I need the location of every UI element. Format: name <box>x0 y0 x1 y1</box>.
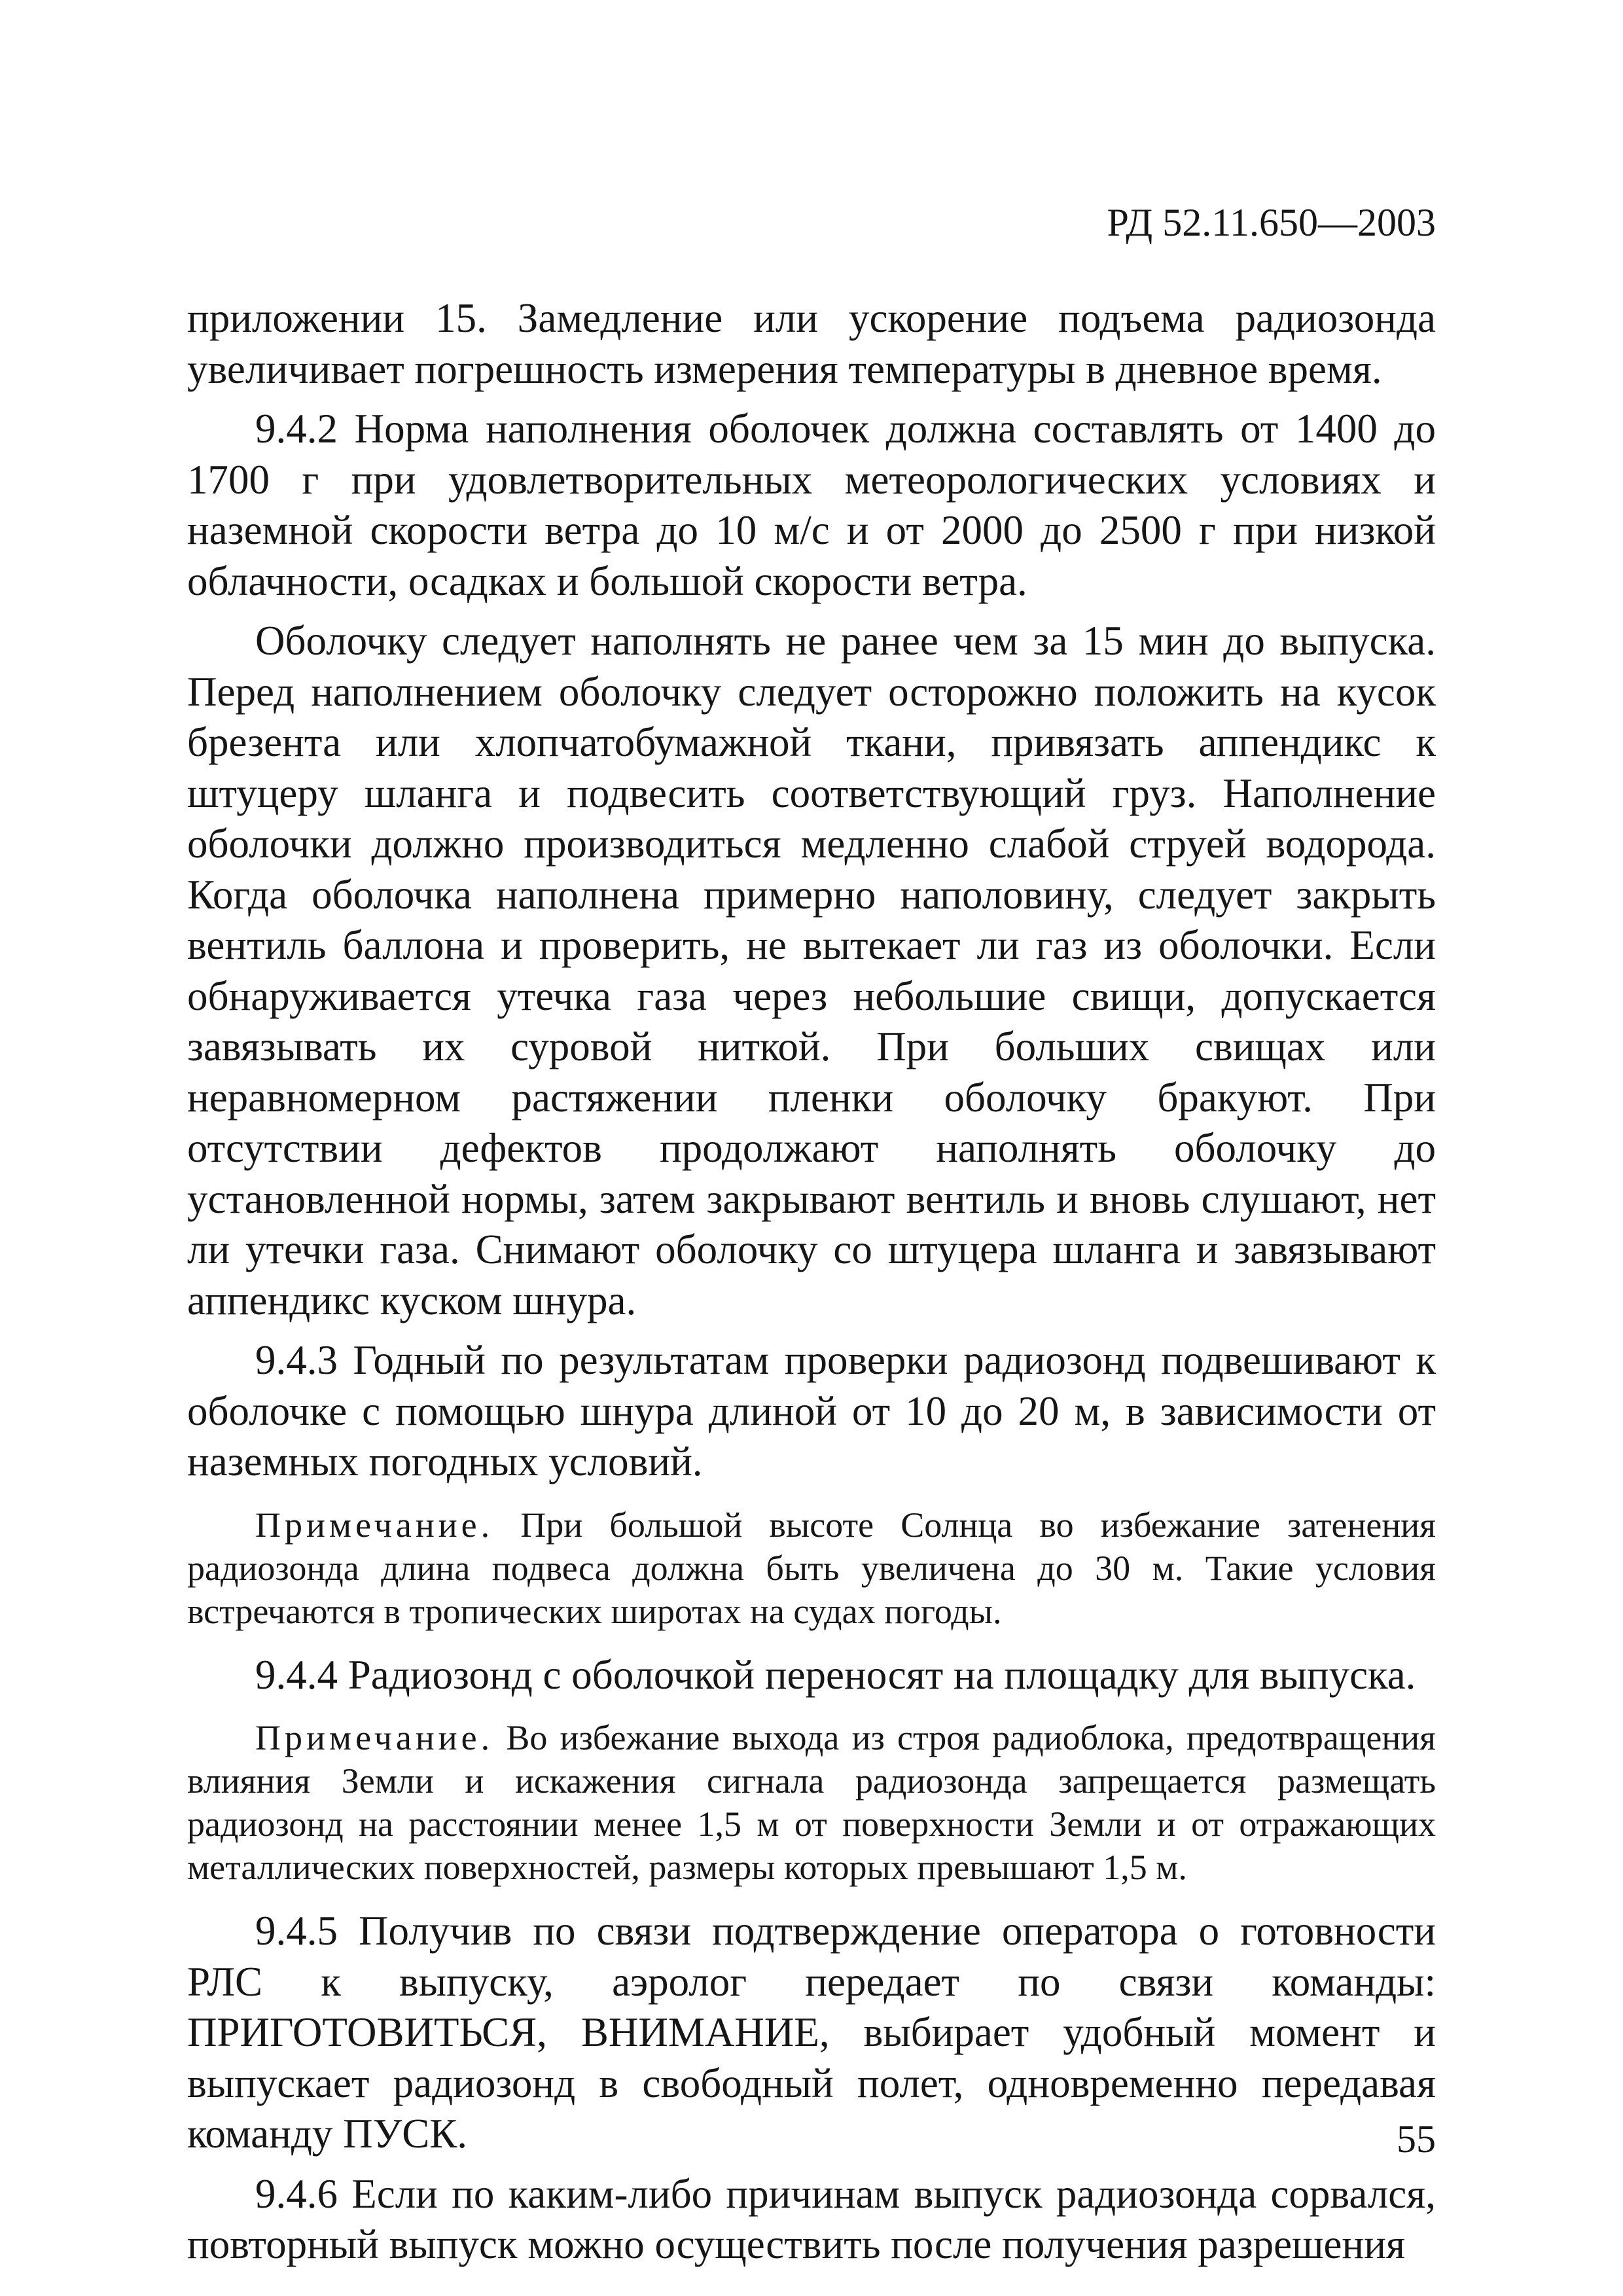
paragraph-9-4-4: 9.4.4 Радиозонд с оболочкой переносят на площадку для выпуска. <box>255 1651 1416 1698</box>
note-suspension-length <box>187 1503 1436 1633</box>
paragraph-9-4-6: 9.4.6 Если по каким-либо причинам выпуск радиозонда сорвался, повторный выпуск можно осуществить после получения разрешения <box>187 2170 1436 2267</box>
note-label: Примечание. <box>255 1718 494 1757</box>
document-code: РД 52.11.650—2003 <box>1107 201 1436 244</box>
paragraph-9-4-2: 9.4.2 Норма наполнения оболочек должна составлять от 1400 до 1700 г при удовлетворительных метеорологических условиях и наземной скорости ветра до 10 м/с и от 2000 до 2500 г при низкой облачности, осадках и большой скорости ветра. <box>187 406 1436 604</box>
note-text: При большой высоте Солнца во избежание затенения радиозонда длина подвеса должна быть увеличена до 30 м. Такие условия встречаются в тропических широтах на судах погоды. <box>187 1505 1436 1631</box>
body-text <box>187 293 1436 2280</box>
paragraph-9-4-5: 9.4.5 Получив по связи подтверждение оператора о готовности РЛС к выпуску, аэролог передает по связи команды: ПРИГОТОВИТЬСЯ, ВНИМАНИЕ, выбирает удобный момент и выпускает радиозонд в свободный полет, одновременно передавая команду ПУСК. <box>187 1908 1436 2157</box>
page-number: 55 <box>1397 2117 1436 2161</box>
note-label: Примечание. <box>255 1505 494 1545</box>
paragraph-continued: приложении 15. Замедление или ускорение подъема радиозонда увеличивает погрешность измерения температуры в дневное время. <box>187 295 1436 392</box>
paragraph-balloon-filling: Оболочку следует наполнять не ранее чем за 15 мин до выпуска. Перед наполнением оболочку следует осторожно положить на кусок брезента или хлопчатобумажной ткани, привязать аппендикс к штуцеру шланга и подвесить соответствующий груз. Наполнение оболочки должно производиться медленно слабой струей водорода. Когда оболочка наполнена примерно наполовину, следует закрыть вентиль баллона и проверить, не вытекает ли газ из оболочки. Если обнаруживается утечка газа через небольшие свищи, допускается завязывать их суровой ниткой. При больших свищах или неравномерном растяжении пленки оболочку бракуют. При отсутствии дефектов продолжают наполнять оболочку до установленной нормы, затем закрывают вентиль и вновь слушают, нет ли утечки газа. Снимают оболочку со штуцера шланга и завязывают аппендикс куском шнура. <box>187 618 1436 1323</box>
note-text: Во избежание выхода из строя радиоблока, предотвращения влияния Земли и искажения сигнала радиозонда запрещается размещать радиозонд на расстоянии менее 1,5 м от поверхности Земли и от отражающих металлических поверхностей, размеры которых превышают 1,5 м. <box>187 1718 1436 1887</box>
paragraph-9-4-3: 9.4.3 Годный по результатам проверки радиозонд подвешивают к оболочке с помощью шнура длиной от 10 до 20 м, в зависимости от наземных погодных условий. <box>187 1337 1436 1484</box>
note-radiosonde-placement <box>187 1716 1436 1889</box>
